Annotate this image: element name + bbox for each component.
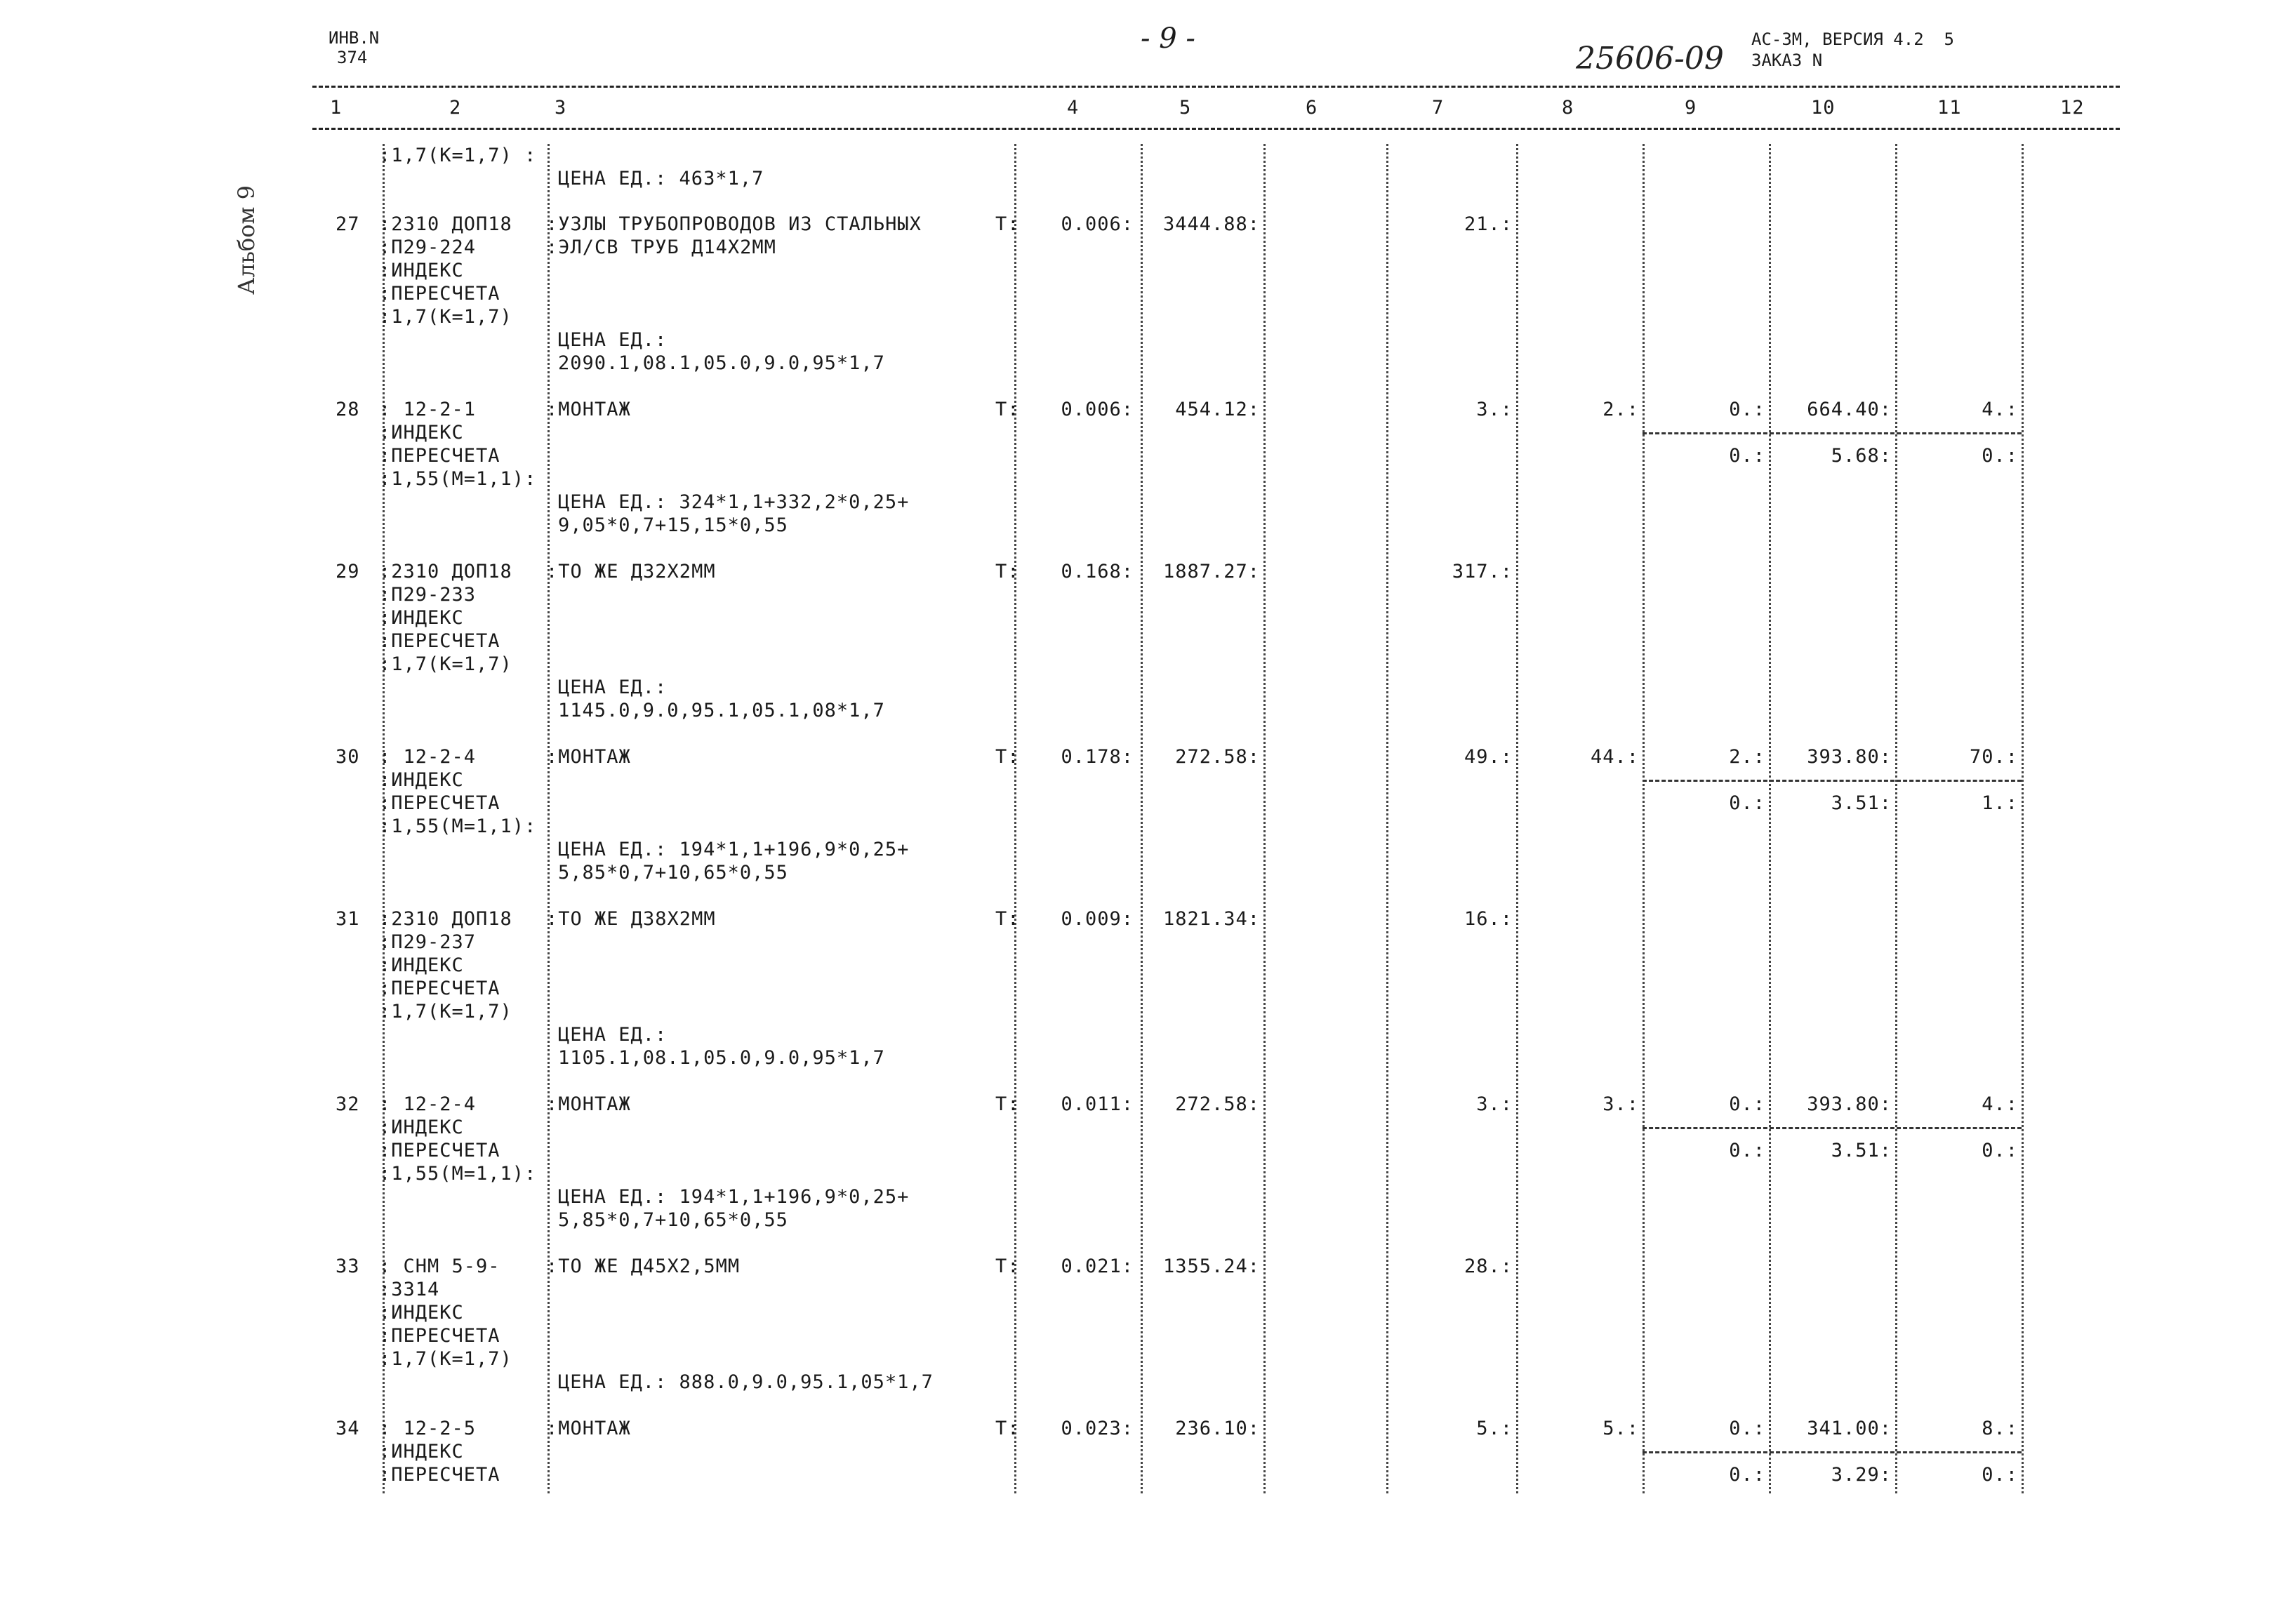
row-cell-c5: 454.12: <box>1175 399 1260 420</box>
row-code-line: :ИНДЕКС <box>379 260 464 281</box>
row-name-line: :ТО ЖЕ Д32Х2ММ <box>546 561 716 582</box>
row-price-line: 5,85*0,7+10,65*0,55 <box>558 1209 788 1231</box>
row-code-line: :ИНДЕКС <box>379 1302 464 1324</box>
row-cell-c9b: 0.: <box>1729 445 1765 467</box>
row-code-line: :П29-237 <box>379 931 477 953</box>
row-cell-c11: 8.: <box>1982 1418 2018 1439</box>
row-cell-c10: 393.80: <box>1807 1093 1892 1115</box>
row-code-line: : 12-2-4 <box>379 1093 477 1115</box>
row-cell-c9b: 0.: <box>1729 1464 1765 1486</box>
row-price-line: ЦЕНА ЕД.: 888.0,9.0,95.1,05*1,7 <box>558 1371 934 1393</box>
row-cell-c10b: 5.68: <box>1831 445 1892 467</box>
row-cell-c10b: 3.29: <box>1831 1464 1892 1486</box>
row-price-line: ЦЕНА ЕД.: 194*1,1+196,9*0,25+ <box>558 1186 910 1208</box>
row-cell-c9: 2.: <box>1729 746 1765 768</box>
row-cell-c5: 1821.34: <box>1162 908 1260 930</box>
prev-row-code: :1,7(К=1,7) : <box>379 145 537 166</box>
row-cell-c5: 3444.88: <box>1162 213 1260 235</box>
row-price-line: 9,05*0,7+15,15*0,55 <box>558 514 788 536</box>
row-price-line: 1145.0,9.0,95.1,05.1,08*1,7 <box>558 700 885 721</box>
row-name-line: :ТО ЖЕ Д45Х2,5ММ <box>546 1255 741 1277</box>
inventory-number: 374 <box>337 48 368 67</box>
column-number-1: 1 <box>330 97 343 119</box>
row-name-line: :УЗЛЫ ТРУБОПРОВОДОВ ИЗ СТАЛЬНЫХ <box>546 213 922 235</box>
row-unit: Т: <box>995 561 1020 582</box>
column-number-3: 3 <box>555 97 567 119</box>
row-code-line: :П29-233 <box>379 584 477 606</box>
row-subrule <box>1643 1127 2022 1129</box>
row-code-line: :2310 ДОП18 <box>379 213 512 235</box>
column-number-6: 6 <box>1306 97 1318 119</box>
row-code-line: :1,55(М=1,1): <box>379 468 537 490</box>
row-number: 28 <box>336 399 360 420</box>
row-number: 31 <box>336 908 360 930</box>
row-unit: Т: <box>995 213 1020 235</box>
row-cell-c11: 4.: <box>1982 399 2018 420</box>
inventory-label: ИНВ.N <box>329 28 380 48</box>
row-cell-c7: 5.: <box>1476 1418 1513 1439</box>
row-cell-c4: 0.021: <box>1061 1255 1134 1277</box>
row-price-line: 5,85*0,7+10,65*0,55 <box>558 862 788 884</box>
row-unit: Т: <box>995 746 1020 768</box>
row-cell-c10: 393.80: <box>1807 746 1892 768</box>
row-number: 29 <box>336 561 360 582</box>
row-code-line: :1,7(К=1,7) <box>379 1348 512 1370</box>
row-cell-c4: 0.023: <box>1061 1418 1134 1439</box>
prev-row-price: ЦЕНА ЕД.: 463*1,7 <box>558 168 764 189</box>
row-code-line: :ПЕРЕСЧЕТА <box>379 978 500 999</box>
column-number-2: 2 <box>449 97 462 119</box>
row-name-line: :МОНТАЖ <box>546 746 631 768</box>
row-code-line: :ПЕРЕСЧЕТА <box>379 630 500 652</box>
row-cell-c8: 44.: <box>1590 746 1639 768</box>
row-unit: Т: <box>995 399 1020 420</box>
row-name-line: :МОНТАЖ <box>546 1093 631 1115</box>
row-cell-c11: 70.: <box>1969 746 2018 768</box>
row-price-line: ЦЕНА ЕД.: 194*1,1+196,9*0,25+ <box>558 839 910 860</box>
row-subrule <box>1643 1451 2022 1453</box>
column-number-10: 10 <box>1811 97 1836 119</box>
row-code-line: :ПЕРЕСЧЕТА <box>379 283 500 305</box>
row-cell-c9b: 0.: <box>1729 1140 1765 1161</box>
row-code-line: : СНМ 5-9- <box>379 1255 500 1277</box>
row-cell-c9: 0.: <box>1729 1093 1765 1115</box>
row-code-line: :ПЕРЕСЧЕТА <box>379 1464 500 1486</box>
row-cell-c7: 3.: <box>1476 1093 1513 1115</box>
row-cell-c8: 3.: <box>1602 1093 1639 1115</box>
row-code-line: :ИНДЕКС <box>379 1117 464 1138</box>
row-code-line: :3314 <box>379 1279 440 1300</box>
row-code-line: :1,7(К=1,7) <box>379 306 512 328</box>
page-number: - 9 - <box>1141 22 1195 55</box>
row-number: 27 <box>336 213 360 235</box>
row-number: 33 <box>336 1255 360 1277</box>
column-separator-6 <box>1386 144 1388 1493</box>
row-name-line: :ТО ЖЕ Д38Х2ММ <box>546 908 716 930</box>
column-separator-2 <box>548 144 550 1493</box>
row-cell-c7: 3.: <box>1476 399 1513 420</box>
row-price-line: 2090.1,08.1,05.0,9.0,95*1,7 <box>558 352 885 374</box>
row-code-line: :П29-224 <box>379 237 477 258</box>
order-label: ЗАКАЗ N <box>1751 51 1823 70</box>
column-number-11: 11 <box>1937 97 1962 119</box>
row-cell-c10b: 3.51: <box>1831 792 1892 814</box>
row-code-line: : 12-2-1 <box>379 399 477 420</box>
row-cell-c4: 0.006: <box>1061 213 1134 235</box>
column-number-7: 7 <box>1432 97 1445 119</box>
row-code-line: :ИНДЕКС <box>379 1441 464 1463</box>
row-number: 30 <box>336 746 360 768</box>
row-code-line: :1,7(К=1,7) <box>379 653 512 675</box>
row-cell-c4: 0.168: <box>1061 561 1134 582</box>
row-cell-c11b: 1.: <box>1982 792 2018 814</box>
column-separator-4 <box>1141 144 1143 1493</box>
row-cell-c10: 341.00: <box>1807 1418 1892 1439</box>
row-cell-c9: 0.: <box>1729 1418 1765 1439</box>
row-unit: Т: <box>995 1093 1020 1115</box>
column-separator-8 <box>1643 144 1645 1493</box>
row-code-line: :1,55(М=1,1): <box>379 1163 537 1185</box>
row-price-line: ЦЕНА ЕД.: <box>558 677 668 698</box>
column-number-5: 5 <box>1179 97 1192 119</box>
row-code-line: :ПЕРЕСЧЕТА <box>379 1140 500 1161</box>
row-cell-c9: 0.: <box>1729 399 1765 420</box>
row-name-line: :МОНТАЖ <box>546 399 631 420</box>
row-cell-c5: 272.58: <box>1175 1093 1260 1115</box>
row-code-line: : 12-2-4 <box>379 746 477 768</box>
row-code-line: :ИНДЕКС <box>379 422 464 444</box>
row-cell-c4: 0.178: <box>1061 746 1134 768</box>
row-cell-c4: 0.011: <box>1061 1093 1134 1115</box>
row-cell-c8: 2.: <box>1602 399 1639 420</box>
column-number-4: 4 <box>1067 97 1080 119</box>
row-code-line: :ИНДЕКС <box>379 607 464 629</box>
column-separator-7 <box>1516 144 1518 1493</box>
row-cell-c7: 21.: <box>1464 213 1513 235</box>
row-cell-c8: 5.: <box>1602 1418 1639 1439</box>
row-cell-c10b: 3.51: <box>1831 1140 1892 1161</box>
row-cell-c11b: 0.: <box>1982 1464 2018 1486</box>
row-code-line: :ПЕРЕСЧЕТА <box>379 792 500 814</box>
row-unit: Т: <box>995 1255 1020 1277</box>
row-subrule <box>1643 432 2022 434</box>
column-number-9: 9 <box>1685 97 1697 119</box>
row-price-line: ЦЕНА ЕД.: 324*1,1+332,2*0,25+ <box>558 491 910 513</box>
row-code-line: :2310 ДОП18 <box>379 561 512 582</box>
row-price-line: ЦЕНА ЕД.: <box>558 1024 668 1046</box>
row-code-line: :ИНДЕКС <box>379 769 464 791</box>
row-cell-c11b: 0.: <box>1982 445 2018 467</box>
row-price-line: 1105.1,08.1,05.0,9.0,95*1,7 <box>558 1047 885 1069</box>
row-name-line: :МОНТАЖ <box>546 1418 631 1439</box>
row-cell-c10: 664.40: <box>1807 399 1892 420</box>
version-label: АС-3М, ВЕРСИЯ 4.2 5 <box>1751 29 1954 49</box>
album-side-label: Альбом 9 <box>233 185 260 295</box>
row-unit: Т: <box>995 1418 1020 1439</box>
row-code-line: :1,7(К=1,7) <box>379 1001 512 1023</box>
column-number-12: 12 <box>2060 97 2085 119</box>
column-separator-5 <box>1263 144 1266 1493</box>
row-cell-c11: 4.: <box>1982 1093 2018 1115</box>
row-subrule <box>1643 780 2022 782</box>
row-code-line: : 12-2-5 <box>379 1418 477 1439</box>
row-cell-c7: 49.: <box>1464 746 1513 768</box>
row-name-line: :ЭЛ/СВ ТРУБ Д14Х2ММ <box>546 237 776 258</box>
row-cell-c7: 28.: <box>1464 1255 1513 1277</box>
row-cell-c5: 236.10: <box>1175 1418 1260 1439</box>
column-separator-3 <box>1014 144 1016 1493</box>
column-separator-11 <box>2022 144 2024 1493</box>
row-code-line: :1,55(М=1,1): <box>379 815 537 837</box>
row-code-line: :ИНДЕКС <box>379 954 464 976</box>
row-cell-c5: 272.58: <box>1175 746 1260 768</box>
row-code-line: :2310 ДОП18 <box>379 908 512 930</box>
row-code-line: :ПЕРЕСЧЕТА <box>379 1325 500 1347</box>
row-cell-c5: 1355.24: <box>1162 1255 1260 1277</box>
row-cell-c4: 0.009: <box>1061 908 1134 930</box>
row-cell-c5: 1887.27: <box>1162 561 1260 582</box>
row-unit: Т: <box>995 908 1020 930</box>
row-cell-c9b: 0.: <box>1729 792 1765 814</box>
row-cell-c7: 317.: <box>1452 561 1513 582</box>
row-cell-c4: 0.006: <box>1061 399 1134 420</box>
column-separator-9 <box>1769 144 1771 1493</box>
column-separator-10 <box>1895 144 1897 1493</box>
row-code-line: :ПЕРЕСЧЕТА <box>379 445 500 467</box>
column-number-8: 8 <box>1562 97 1574 119</box>
header-rule-bottom <box>312 128 2120 130</box>
row-number: 34 <box>336 1418 360 1439</box>
document-number: 25606-09 <box>1576 41 1724 76</box>
row-price-line: ЦЕНА ЕД.: <box>558 329 668 351</box>
row-cell-c11b: 0.: <box>1982 1140 2018 1161</box>
header-rule-top <box>312 86 2120 88</box>
row-cell-c7: 16.: <box>1464 908 1513 930</box>
row-number: 32 <box>336 1093 360 1115</box>
